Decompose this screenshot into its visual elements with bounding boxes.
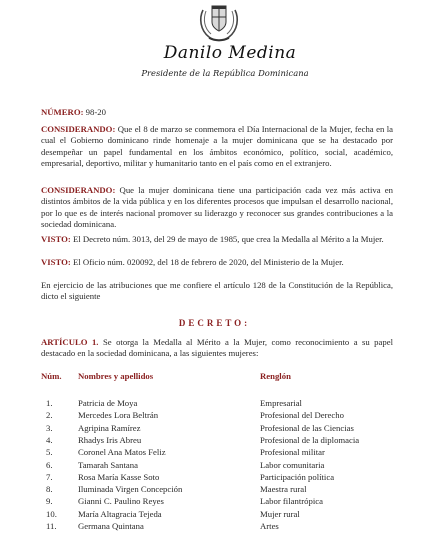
table-row [0, 410, 429, 422]
row-name: Agripina Ramírez [78, 422, 141, 433]
row-renglon: Mujer rural [260, 508, 300, 519]
table-row [0, 496, 429, 508]
articulo-1-paragraph [41, 337, 393, 360]
decreto-heading: DECRETO: [178, 318, 251, 328]
considerando-paragraph-1 [41, 124, 393, 169]
visto-label: VISTO: [41, 234, 71, 244]
table-row [0, 447, 429, 459]
decree-number [41, 107, 106, 118]
table-row [0, 472, 429, 484]
row-renglon: Empresarial [260, 398, 302, 408]
row-renglon: Profesional de la diplomacia [260, 434, 360, 445]
column-header-name: Nombres y apellidos [78, 371, 154, 381]
row-renglon: Labor comunitaria [260, 459, 325, 470]
considerando-text: Que la mujer dominicana tiene una participación cada vez más activa en distintos ámbitos de la vida pública y en los diferentes procesos que impulsan el desarrollo nacional, por lo que es de interés nacional promover su liderazgo y reconocer sus grandes contribuciones a la sociedad dominicana. [41, 185, 393, 229]
decree-number-value: 98-20 [85, 107, 106, 117]
row-number: 8. [46, 484, 53, 495]
coat-of-arms-seal-icon [197, 2, 241, 44]
column-header-num: Núm. [41, 371, 62, 381]
row-renglon: Labor filantrópica [260, 496, 323, 507]
row-name: Tamarah Santana [78, 459, 138, 470]
table-row [0, 423, 429, 435]
articulo-label: ARTÍCULO 1. [41, 337, 99, 347]
row-renglon: Maestra rural [260, 484, 307, 495]
row-name: Coronel Ana Matos Feliz [78, 447, 166, 458]
row-number: 2. [46, 410, 53, 421]
row-name: Rosa María Kasse Soto [78, 471, 160, 482]
articulo-text: Se otorga la Medalla al Mérito a la Mujer, como reconocimiento a su papel destacado en la sociedad dominicana, a las siguientes mujeres: [41, 337, 393, 359]
considerando-label: CONSIDERANDO: [41, 124, 116, 134]
row-number: 4. [46, 434, 53, 445]
row-number: 1. [46, 398, 53, 408]
row-number: 5. [46, 447, 53, 458]
row-name: Germana Quintana [78, 521, 144, 531]
president-title: Presidente de la República Dominicana [141, 68, 309, 78]
table-row [0, 398, 429, 410]
row-renglon: Profesional del Derecho [260, 410, 344, 421]
considerando-text: Que el 8 de marzo se conmemora el Día Internacional de la Mujer, fecha en la cual el Gobierno dominicano rinde homenaje a la mujer dominicana que se ha destacado por desempeñar un papel fundamental en los ámbitos económico, político, social, académico, empresarial, deportivo, militar y humanitario tanto en el país como en el extranjero. [41, 124, 393, 168]
visto-label: VISTO: [41, 257, 71, 267]
row-number: 9. [46, 496, 53, 507]
visto-text: El Oficio núm. 020092, del 18 de febrero de 2020, del Ministerio de la Mujer. [72, 257, 344, 267]
decree-number-label: NÚMERO: [41, 107, 84, 117]
visto-paragraph-2 [41, 257, 393, 268]
row-renglon: Artes [260, 521, 279, 531]
table-row [0, 521, 429, 533]
considerando-label: CONSIDERANDO: [41, 185, 116, 195]
row-renglon: Participación política [260, 471, 335, 482]
row-name: Mercedes Lora Beltrán [78, 410, 159, 421]
visto-text: El Decreto núm. 3013, del 29 de mayo de 1985, que crea la Medalla al Mérito a la Mujer. [72, 234, 384, 244]
row-number: 10. [46, 508, 57, 519]
presidential-signature: Danilo Medina [163, 43, 297, 63]
table-row [0, 484, 429, 496]
row-number: 11. [46, 521, 57, 531]
row-number: 7. [46, 471, 53, 482]
row-renglon: Profesional de las Ciencias [260, 422, 354, 433]
row-name: Iluminada Virgen Concepción [78, 484, 183, 495]
table-row [0, 460, 429, 472]
visto-paragraph-1 [41, 234, 393, 245]
row-number: 3. [46, 422, 53, 433]
row-renglon: Profesional militar [260, 447, 325, 458]
row-number: 6. [46, 459, 53, 470]
column-header-renglon: Renglón [260, 371, 291, 381]
row-name: Rhadys Iris Abreu [78, 434, 142, 445]
row-name: Patricia de Moya [78, 398, 138, 408]
row-name: Gianni C. Paulino Reyes [78, 496, 164, 507]
table-row [0, 509, 429, 521]
table-row [0, 435, 429, 447]
considerando-paragraph-2 [41, 185, 393, 230]
row-name: María Altagracia Tejeda [78, 508, 162, 519]
ejercicio-paragraph: En ejercicio de las atribuciones que me confiere el artículo 128 de la Constitución de la República, dicto el siguiente [41, 280, 393, 302]
